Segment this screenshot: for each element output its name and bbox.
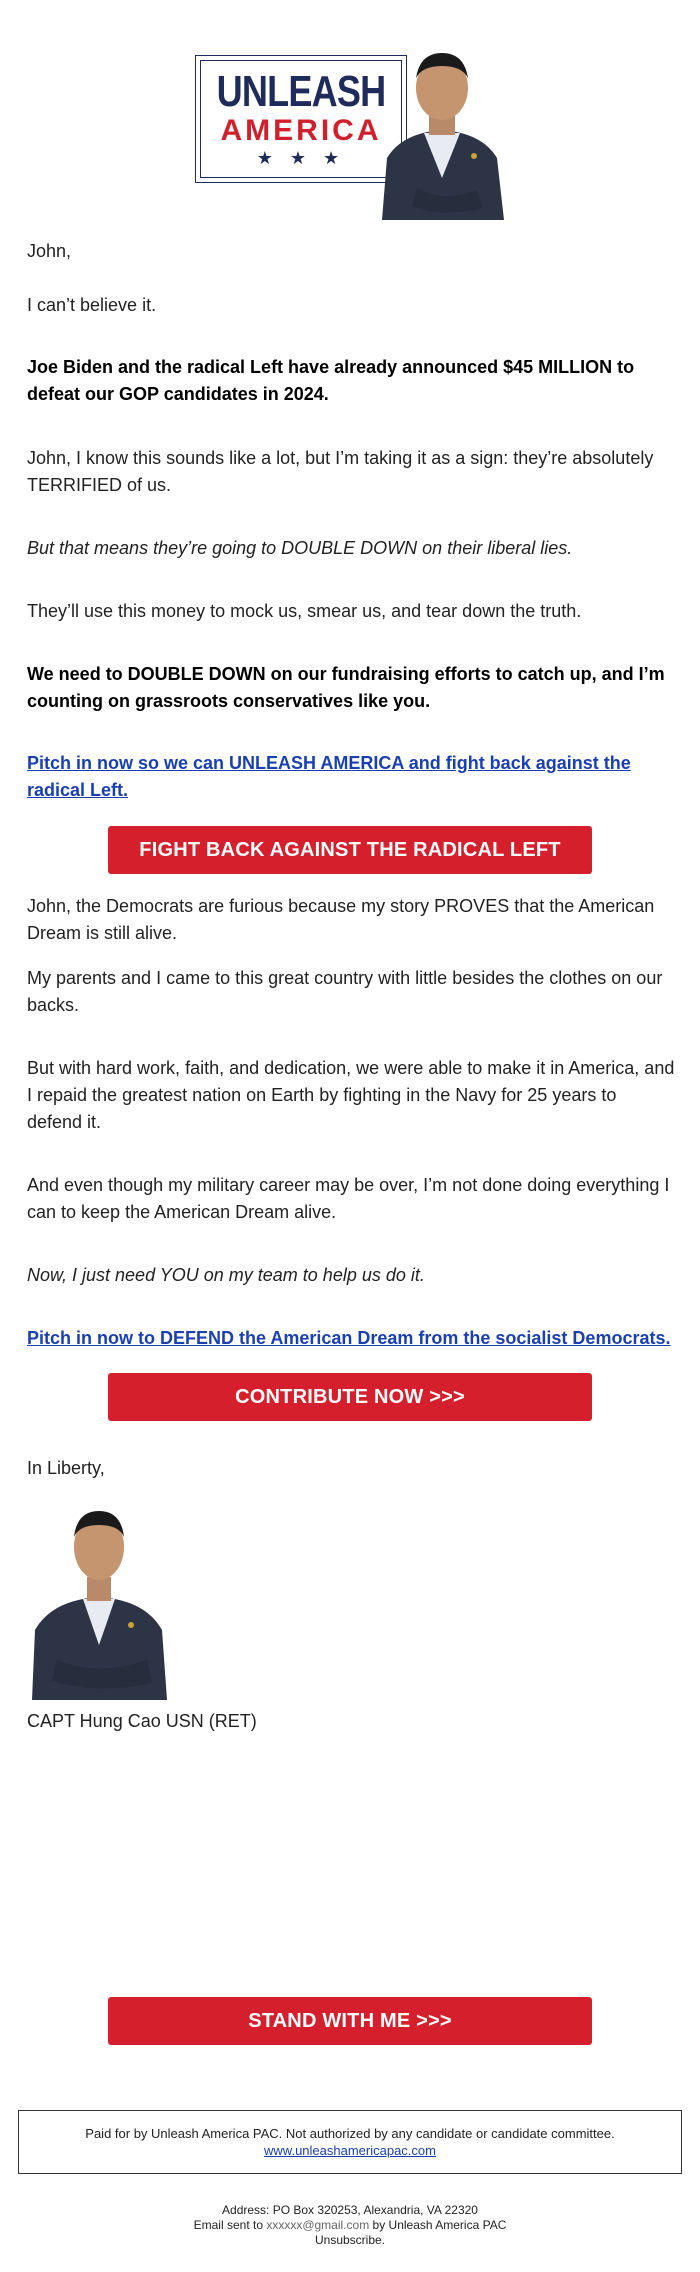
paragraph-2: Joe Biden and the radical Left have already announced $45 MILLION to defeat our GOP candidates in 2024. xyxy=(27,357,635,404)
email-address: xxxxxx@gmail.com xyxy=(266,2218,370,2232)
email-prefix: Email sent to xyxy=(193,2218,267,2232)
stand-with-me-button[interactable]: STAND WITH ME >>> xyxy=(108,1997,592,2045)
logo-line-1: UNLEASH xyxy=(216,67,386,116)
paragraph-4: But that means they’re going to DOUBLE DOWN on their liberal lies. xyxy=(27,538,573,558)
pitch-in-link-2[interactable]: Pitch in now to DEFEND the American Dream from the socialist Democrats. xyxy=(27,1328,671,1348)
paragraph-9: But with hard work, faith, and dedication, we were able to make it in America, and I repaid the greatest nation on Earth by fighting in the Navy for 25 years to defend it. xyxy=(27,1058,675,1132)
disclaimer-text: Paid for by Unleash America PAC. Not authorized by any candidate or candidate committee. xyxy=(85,2126,615,2141)
logo-line-2: AMERICA xyxy=(220,114,382,147)
footer-email-line xyxy=(0,2218,700,2232)
logo-stars: ★ ★ ★ xyxy=(256,148,346,168)
paragraph-5: They’ll use this money to mock us, smear us, and tear down the truth. xyxy=(27,601,582,621)
email-suffix: by Unleash America PAC xyxy=(369,2218,507,2232)
paragraph-1: I can’t believe it. xyxy=(27,295,157,315)
signoff: In Liberty, xyxy=(27,1458,105,1478)
header-portrait xyxy=(362,38,522,220)
paragraph-6: We need to DOUBLE DOWN on our fundraising efforts to catch up, and I’m counting on grassroots conservatives like you. xyxy=(27,664,665,711)
unsubscribe-link[interactable]: Unsubscribe. xyxy=(314,2233,386,2247)
footer-unsubscribe[interactable] xyxy=(0,2233,700,2247)
footer-address: Address: PO Box 320253, Alexandria, VA 22320 xyxy=(222,2203,478,2217)
website-link[interactable]: www.unleashamericapac.com xyxy=(264,2143,436,2158)
contribute-now-button[interactable]: CONTRIBUTE NOW >>> xyxy=(108,1373,592,1421)
paragraph-11: Now, I just need YOU on my team to help us do it. xyxy=(27,1265,425,1285)
fight-back-button[interactable]: FIGHT BACK AGAINST THE RADICAL LEFT xyxy=(108,826,592,874)
paragraph-10: And even though my military career may be over, I’m not done doing everything I can to keep the American Dream alive. xyxy=(27,1175,670,1222)
pitch-in-link-1[interactable]: Pitch in now so we can UNLEASH AMERICA and fight back against the radical Left. xyxy=(27,753,631,800)
greeting: John, xyxy=(27,241,72,261)
paragraph-3: John, I know this sounds like a lot, but I’m taking it as a sign: they’re absolutely TERRIFIED of us. xyxy=(27,448,654,495)
link-paragraph-2 xyxy=(27,1325,675,1352)
paragraph-7: John, the Democrats are furious because my story PROVES that the American Dream is still alive. xyxy=(27,896,655,943)
paragraph-8: My parents and I came to this great country with little besides the clothes on our backs. xyxy=(27,968,663,1015)
link-paragraph-1 xyxy=(27,750,675,804)
signature-portrait xyxy=(27,1495,172,1700)
signature-name: CAPT Hung Cao USN (RET) xyxy=(27,1711,257,1731)
disclaimer-box xyxy=(18,2110,682,2174)
